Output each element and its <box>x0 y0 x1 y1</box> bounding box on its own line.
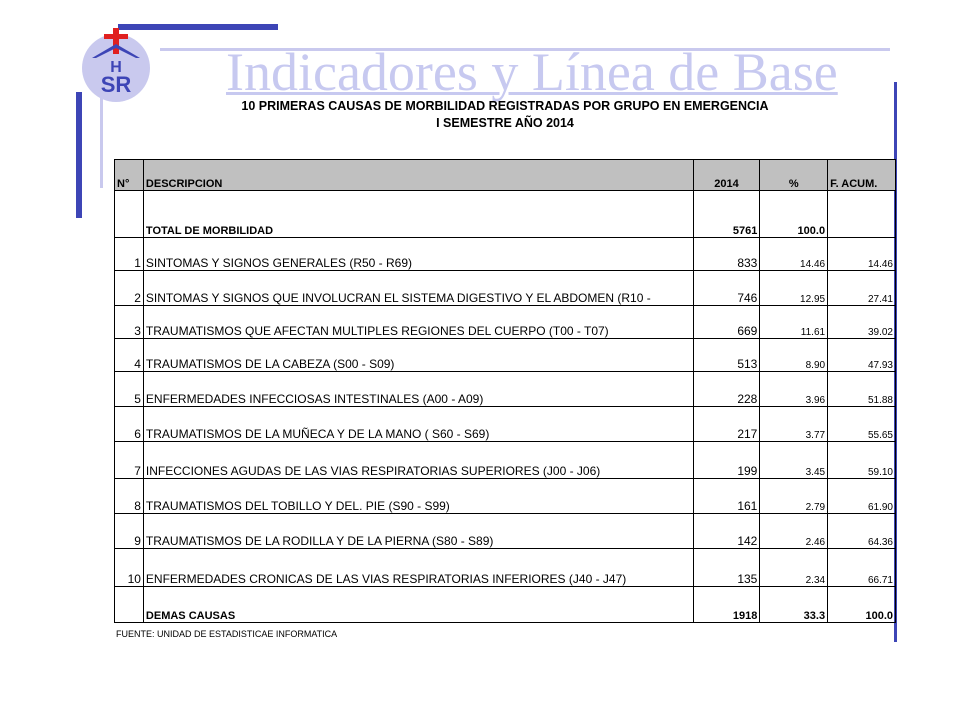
svg-text:H: H <box>110 59 122 76</box>
table-row <box>115 479 896 514</box>
others-cumulative: 100.0 <box>828 587 896 623</box>
row-percent: 2.79 <box>760 479 828 514</box>
total-label: TOTAL DE MORBILIDAD <box>143 191 693 238</box>
others-pct: 33.3 <box>760 587 828 623</box>
row-number: 8 <box>115 479 144 514</box>
slide-title: Indicadores y Línea de Base <box>226 42 838 102</box>
others-label: DEMAS CAUSAS <box>143 587 693 623</box>
total-pct: 100.0 <box>760 191 828 238</box>
row-value: 669 <box>693 306 760 339</box>
col-header-acum: F. ACUM. <box>828 160 896 191</box>
row-cumulative: 61.90 <box>828 479 896 514</box>
others-value: 1918 <box>693 587 760 623</box>
source-note: FUENTE: UNIDAD DE ESTADISTICAE INFORMATICA <box>116 629 338 639</box>
row-cumulative: 59.10 <box>828 442 896 479</box>
row-number: 6 <box>115 407 144 442</box>
total-row <box>115 191 896 238</box>
row-cumulative: 51.88 <box>828 372 896 407</box>
row-cumulative: 47.93 <box>828 339 896 372</box>
morbidity-table <box>114 159 896 623</box>
row-description: TRAUMATISMOS DE LA RODILLA Y DE LA PIERNA (S80 - S89) <box>143 514 693 549</box>
row-number: 3 <box>115 306 144 339</box>
row-description: TRAUMATISMOS DEL TOBILLO Y DEL. PIE (S90 - S99) <box>143 479 693 514</box>
row-number: 9 <box>115 514 144 549</box>
row-cumulative: 66.71 <box>828 549 896 587</box>
row-percent: 2.34 <box>760 549 828 587</box>
row-cumulative: 39.02 <box>828 306 896 339</box>
row-percent: 12.95 <box>760 271 828 306</box>
row-percent: 11.61 <box>760 306 828 339</box>
row-cumulative: 55.65 <box>828 407 896 442</box>
row-value: 217 <box>693 407 760 442</box>
row-percent: 3.77 <box>760 407 828 442</box>
row-percent: 3.96 <box>760 372 828 407</box>
row-value: 833 <box>693 238 760 271</box>
row-value: 513 <box>693 339 760 372</box>
row-percent: 2.46 <box>760 514 828 549</box>
table-row <box>115 238 896 271</box>
table-header-row <box>115 160 896 191</box>
table-row <box>115 271 896 306</box>
col-header-n: N° <box>115 160 144 191</box>
row-percent: 14.46 <box>760 238 828 271</box>
table-row <box>115 549 896 587</box>
col-header-descripcion: DESCRIPCION <box>143 160 693 191</box>
row-description: TRAUMATISMOS DE LA MUÑECA Y DE LA MANO ( S60 - S69) <box>143 407 693 442</box>
col-header-pct: % <box>760 160 828 191</box>
row-description: ENFERMEDADES INFECCIOSAS INTESTINALES (A00 - A09) <box>143 372 693 407</box>
report-sheet <box>114 82 896 642</box>
row-description: TRAUMATISMOS QUE AFECTAN MULTIPLES REGIONES DEL CUERPO (T00 - T07) <box>143 306 693 339</box>
table-row <box>115 339 896 372</box>
total-value: 5761 <box>693 191 760 238</box>
row-value: 199 <box>693 442 760 479</box>
row-cumulative: 64.36 <box>828 514 896 549</box>
row-number: 4 <box>115 339 144 372</box>
row-percent: 3.45 <box>760 442 828 479</box>
others-row <box>115 587 896 623</box>
row-value: 142 <box>693 514 760 549</box>
row-cumulative: 14.46 <box>828 238 896 271</box>
table-row <box>115 514 896 549</box>
row-number: 2 <box>115 271 144 306</box>
report-heading-line1: 10 PRIMERAS CAUSAS DE MORBILIDAD REGISTRADAS POR GRUPO EN EMERGENCIA <box>241 99 769 113</box>
row-value: 161 <box>693 479 760 514</box>
row-value: 135 <box>693 549 760 587</box>
row-number: 1 <box>115 238 144 271</box>
table-row <box>115 442 896 479</box>
col-header-year: 2014 <box>693 160 760 191</box>
row-description: SINTOMAS Y SIGNOS GENERALES (R50 - R69) <box>143 238 693 271</box>
svg-text:SR: SR <box>100 72 132 97</box>
row-value: 228 <box>693 372 760 407</box>
row-number: 5 <box>115 372 144 407</box>
row-description: ENFERMEDADES CRONICAS DE LAS VIAS RESPIRATORIAS INFERIORES (J40 - J47) <box>143 549 693 587</box>
row-number: 10 <box>115 549 144 587</box>
row-description: TRAUMATISMOS DE LA CABEZA (S00 - S09) <box>143 339 693 372</box>
table-row <box>115 372 896 407</box>
table-row <box>115 306 896 339</box>
table-row <box>115 407 896 442</box>
row-cumulative: 27.41 <box>828 271 896 306</box>
row-percent: 8.90 <box>760 339 828 372</box>
row-description: INFECCIONES AGUDAS DE LAS VIAS RESPIRATORIAS SUPERIORES (J00 - J06) <box>143 442 693 479</box>
row-description: SINTOMAS Y SIGNOS QUE INVOLUCRAN EL SISTEMA DIGESTIVO Y EL ABDOMEN (R10 - <box>143 271 693 306</box>
row-value: 746 <box>693 271 760 306</box>
frame-bar-left <box>76 92 82 218</box>
report-heading-line2: I SEMESTRE AÑO 2014 <box>436 116 574 130</box>
row-number: 7 <box>115 442 144 479</box>
report-heading <box>114 98 896 132</box>
